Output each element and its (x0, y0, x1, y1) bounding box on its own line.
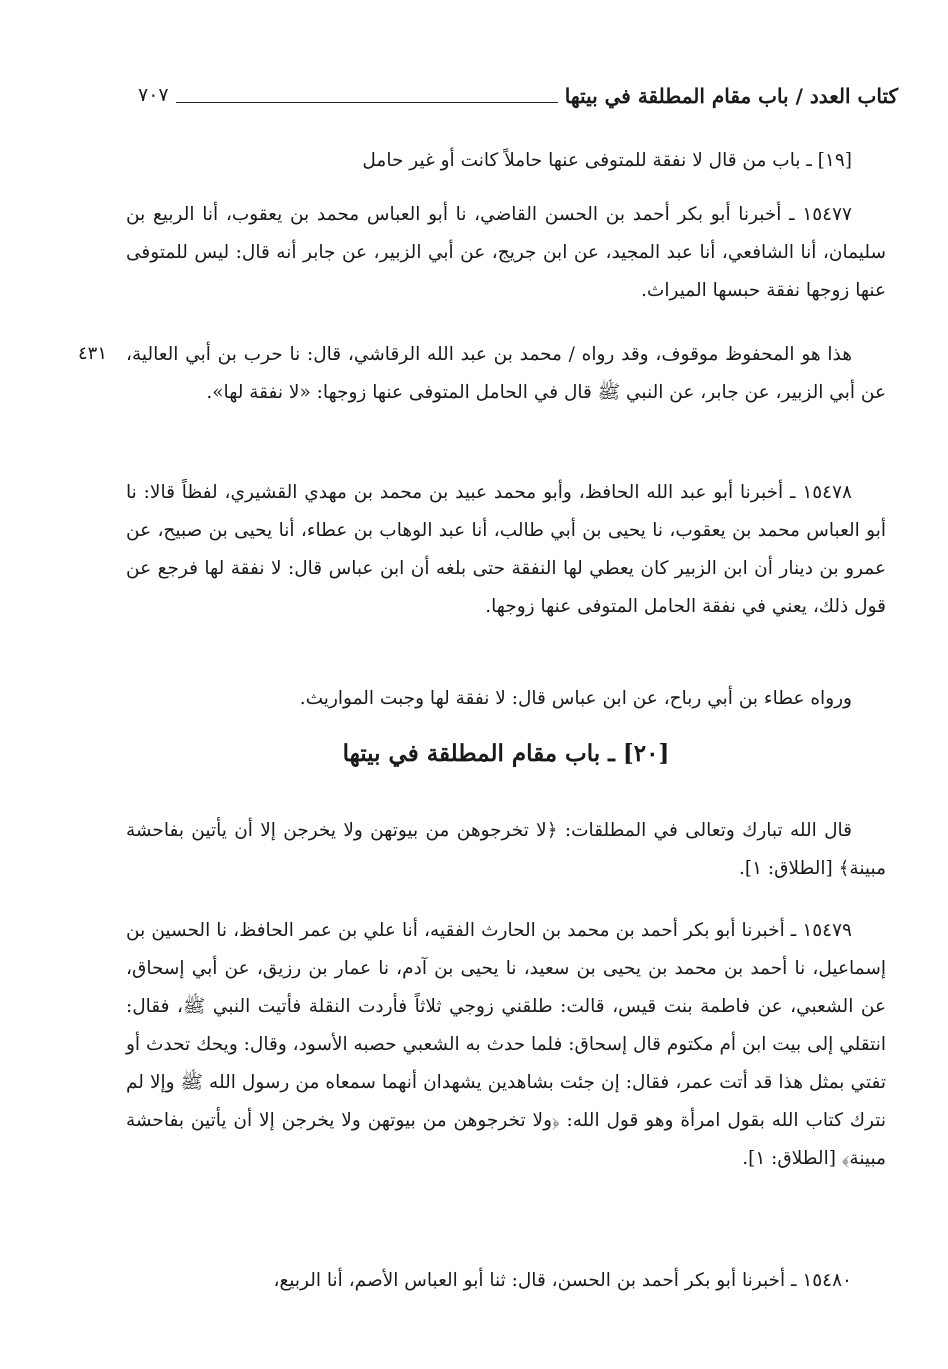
hadith-15480: ١٥٤٨٠ ـ أخبرنا أبو بكر أحمد بن الحسن، قال: ثنا أبو العباس الأصم، أنا الربيع، (273, 1270, 852, 1291)
running-head-rule (176, 102, 558, 103)
hadith-15479: ١٥٤٧٩ ـ أخبرنا أبو بكر أحمد بن محمد بن الحارث الفقيه، أنا علي بن عمر الحافظ، نا الحسين بن إسماعيل، نا أحمد بن محمد بن يحيى بن سعيد، نا يحيى بن آدم، نا عمار بن رزيق، عن أبي إسحاق، عن الشعبي، عن فاطمة بنت قيس، قالت: طلقني زوجي ثلاثاً فأردت النقلة فأتيت النبي ﷺ، فقال: انتقلي إلى بيت ابن أم مكتوم قال إسحاق: فلما حدث به الشعبي حصبه الأسود، وقال: ويحك تحدث أو تفتي بمثل هذا قد أتت عمر، فقال: إن جئت بشاهدين يشهدان أنهما سمعاه من رسول الله ﷺ وإلا لم نترك كتاب الله بقول امرأة وهو قول الله: ﴿ولا تخرجوهن من بيوتهن ولا يخرجن إلا أن يأتين بفاحشة مبينة﴾ [الطلاق: ١]. (126, 920, 886, 1169)
chapter-19-heading: [١٩] ـ باب من قال لا نفقة للمتوفى عنها حاملاً كانت أو غير حامل (362, 150, 852, 171)
running-head (138, 84, 898, 114)
chapter-20-heading: [٢٠] ـ باب مقام المطلقة في بيتها (342, 740, 670, 767)
hadith-15478: ١٥٤٧٨ ـ أخبرنا أبو عبد الله الحافظ، وأبو محمد عبيد بن محمد بن مهدي القشيري، لفظاً قالا: نا أبو العباس محمد بن يعقوب، نا يحيى بن أبي طالب، أنا عبد الوهاب بن عطاء، أنا يحيى بن صبيح، عن عمرو بن دينار أن ابن الزبير كان يعطي لها النفقة حتى بلغه أن ابن عباس قال: لا نفقة لها فرجع عن قول ذلك، يعني في نفقة الحامل المتوفى عنها زوجها. (126, 482, 886, 617)
commentary-1: هذا هو المحفوظ موقوف، وقد رواه / محمد بن عبد الله الرقاشي، قال: نا حرب بن أبي العالية، عن أبي الزبير، عن جابر، عن النبي ﷺ قال في الحامل المتوفى عنها زوجها: «لا نفقة لها». (126, 344, 886, 403)
hadith-15477: ١٥٤٧٧ ـ أخبرنا أبو بكر أحمد بن الحسن القاضي، نا أبو العباس محمد بن يعقوب، أنا الربيع بن سليمان، أنا الشافعي، أنا عبد المجيد، عن ابن جريج، عن أبي الزبير، عن جابر أنه قال: ليس للمتوفى عنها زوجها نفقة حبسها الميراث. (126, 204, 886, 301)
manuscript-margin-reference: ٤٣١ (78, 343, 108, 364)
commentary-2: ورواه عطاء بن أبي رباح، عن ابن عباس قال: لا نفقة لها وجبت المواريث. (299, 688, 852, 709)
page-number: ٧٠٧ (138, 84, 169, 106)
running-head-title: كتاب العدد / باب مقام المطلقة في بيتها (564, 84, 898, 108)
quran-citation: قال الله تبارك وتعالى في المطلقات: ﴿لا تخرجوهن من بيوتهن ولا يخرجن إلا أن يأتين بفاحشة مبينة﴾ [الطلاق: ١]. (126, 820, 886, 879)
